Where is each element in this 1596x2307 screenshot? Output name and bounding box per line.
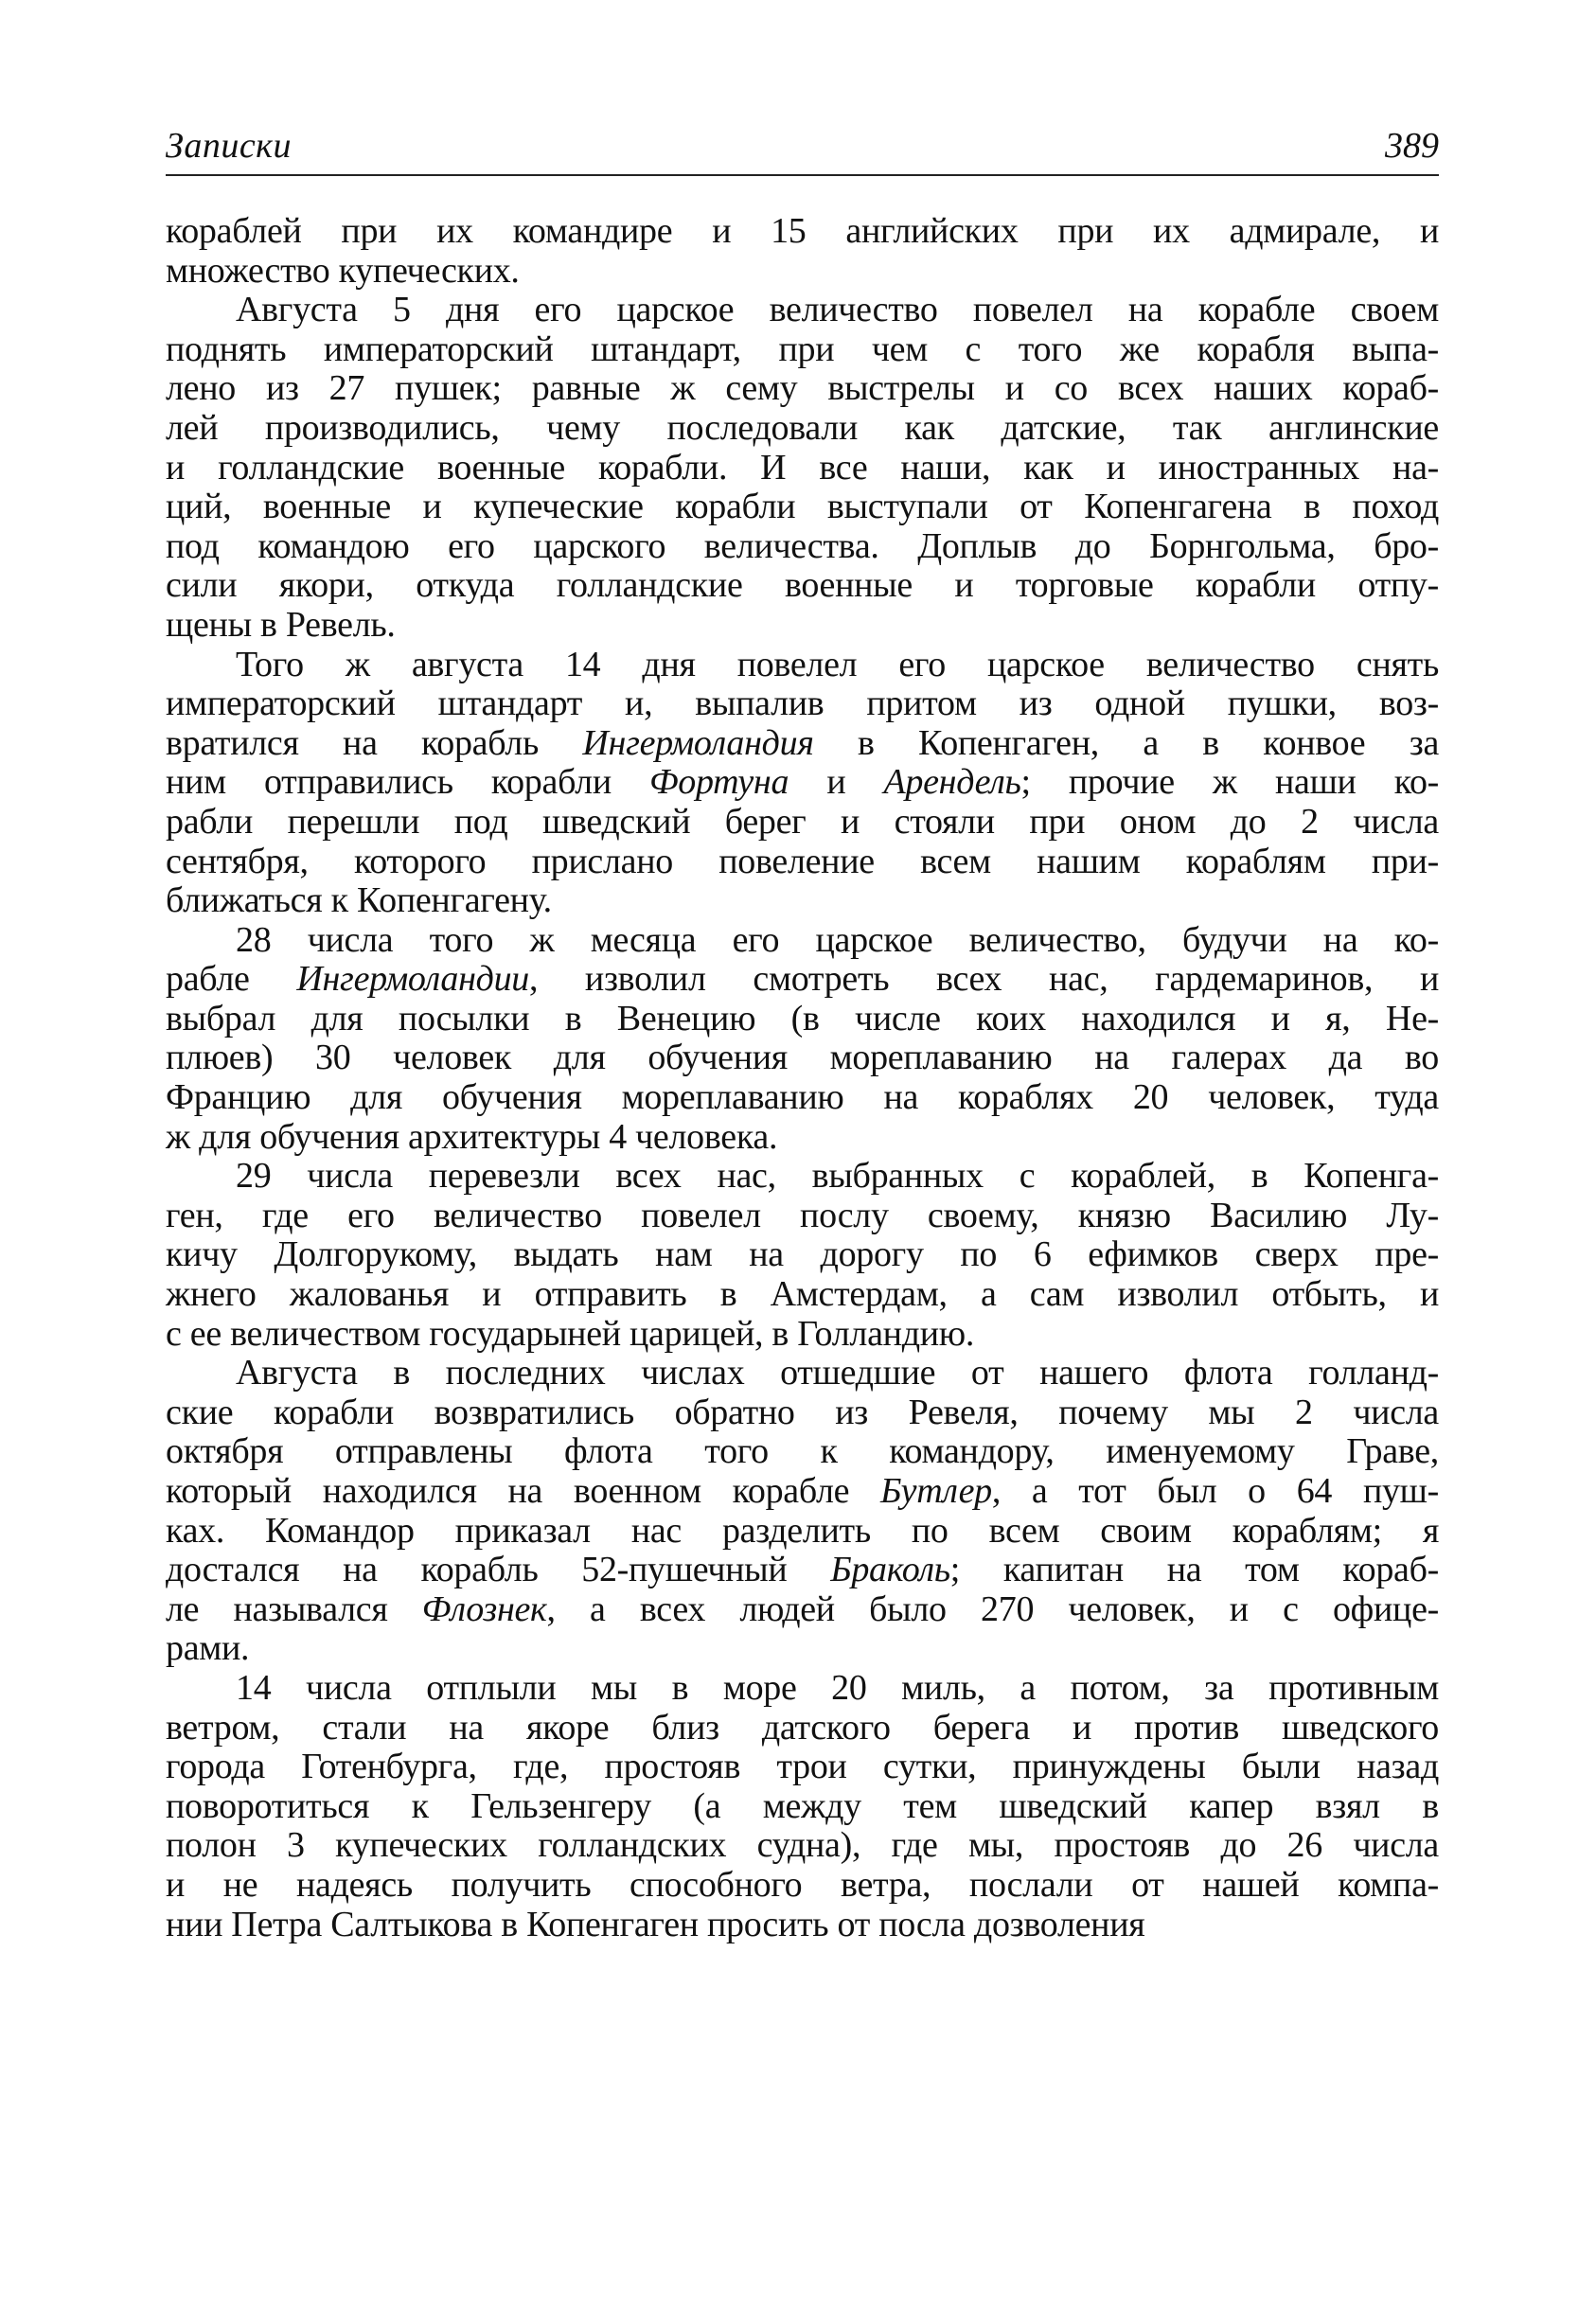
text-line bbox=[166, 1354, 1439, 1393]
text-run: 29 числа перевезли всех нас, выбранных с кораблей, в Копенга- bbox=[236, 1156, 1439, 1197]
text-line bbox=[166, 291, 1439, 330]
page-number: 389 bbox=[1385, 126, 1439, 166]
ship-name: Браколь bbox=[830, 1550, 950, 1590]
text-line bbox=[166, 449, 1439, 488]
paragraph bbox=[166, 646, 1439, 921]
text-line bbox=[166, 1512, 1439, 1552]
text-line bbox=[166, 1709, 1439, 1748]
text-run: ; капитан на том кораб- bbox=[949, 1550, 1439, 1590]
body-text bbox=[166, 212, 1439, 1944]
text-line bbox=[166, 1393, 1439, 1433]
text-run: щены в Ревель. bbox=[166, 604, 396, 645]
text-run: под командою его царского величества. Доплыв до Борнгольма, бро- bbox=[166, 525, 1439, 566]
text-run: полон 3 купеческих голландских судна), где мы, простояв до 26 числа bbox=[166, 1825, 1439, 1866]
text-run: ген, где его величество повелел послу своему, князю Василию Лу- bbox=[166, 1195, 1439, 1235]
text-run: рами. bbox=[166, 1628, 250, 1669]
ship-name: Ингермоландия bbox=[582, 722, 814, 763]
text-line bbox=[166, 1787, 1439, 1827]
text-line bbox=[166, 1235, 1439, 1275]
text-line bbox=[166, 960, 1439, 1000]
text-run: сентября, которого прислано повеление всем нашим кораблям при- bbox=[166, 841, 1439, 881]
text-run: рабле bbox=[166, 959, 297, 1000]
text-run: Августа в последних числах отшедшие от нашего флота голланд- bbox=[236, 1353, 1439, 1393]
text-line bbox=[166, 1826, 1439, 1866]
text-run: плюев) 30 человек для обучения мореплаванию на галерах да во bbox=[166, 1038, 1439, 1078]
text-run: нии Петра Салтыкова в Копенгаген просить от посла дозволения bbox=[166, 1904, 1145, 1944]
text-run: и не надеясь получить способного ветра, послали от нашей компа- bbox=[166, 1864, 1439, 1905]
text-line bbox=[166, 1629, 1439, 1669]
text-run: ветром, стали на якоре близ датского берега и против шведского bbox=[166, 1707, 1439, 1748]
text-run: ним отправились корабли bbox=[166, 762, 649, 803]
ship-name: Арендель bbox=[883, 762, 1021, 803]
text-run: Того ж августа 14 дня повелел его царское величество снять bbox=[236, 644, 1439, 684]
text-line bbox=[166, 843, 1439, 882]
text-line bbox=[166, 1197, 1439, 1236]
text-run: кичу Долгорукому, выдать нам на дорогу по 6 ефимков сверх пре- bbox=[166, 1234, 1439, 1275]
text-run: октября отправлены флота того к командору, именуемому Граве, bbox=[166, 1431, 1439, 1472]
ship-name: Флознек bbox=[421, 1588, 547, 1629]
text-line bbox=[166, 1432, 1439, 1472]
paragraph bbox=[166, 1669, 1439, 1944]
text-line bbox=[166, 1590, 1439, 1630]
text-run: лено из 27 пушек; равные ж сему выстрелы и со всех наших кораб- bbox=[166, 368, 1439, 409]
ship-name: Ингермоландии bbox=[296, 959, 529, 1000]
paragraph bbox=[166, 1354, 1439, 1669]
text-line bbox=[166, 803, 1439, 843]
ship-name: Фортуна bbox=[649, 762, 789, 803]
text-run: Августа 5 дня его царское величество повелел на корабле своем bbox=[236, 290, 1439, 330]
text-line bbox=[166, 921, 1439, 961]
text-run: сили якори, откуда голландские военные и торговые корабли отпу- bbox=[166, 565, 1439, 606]
text-run: ж для обучения архитектуры 4 человека. bbox=[166, 1116, 778, 1157]
text-run: 14 числа отплыли мы в море 20 миль, а потом, за противным bbox=[236, 1667, 1439, 1708]
text-line bbox=[166, 1748, 1439, 1787]
text-run: и голландские военные корабли. И все наши, как и иностранных на- bbox=[166, 447, 1439, 488]
text-line bbox=[166, 1315, 1439, 1355]
text-line bbox=[166, 1551, 1439, 1590]
running-title: Записки bbox=[166, 126, 292, 166]
text-run: города Готенбурга, где, простояв трои сутки, принуждены были назад bbox=[166, 1747, 1439, 1787]
text-run: поднять императорский штандарт, при чем с того же корабля выпа- bbox=[166, 328, 1439, 369]
ship-name: Бутлер bbox=[880, 1471, 992, 1511]
text-run: выбрал для посылки в Венецию (в числе коих находился и я, Не- bbox=[166, 998, 1439, 1038]
text-line bbox=[166, 1866, 1439, 1906]
text-line bbox=[166, 606, 1439, 646]
running-header bbox=[166, 121, 1439, 176]
text-run: 28 числа того ж месяца его царское величество, будучи на ко- bbox=[236, 919, 1439, 960]
text-run: в Копенгаген, а в конвое за bbox=[813, 722, 1440, 763]
text-line bbox=[166, 646, 1439, 685]
text-line bbox=[166, 1472, 1439, 1512]
text-line bbox=[166, 1906, 1439, 1945]
text-line bbox=[166, 369, 1439, 409]
text-run: ле назывался bbox=[166, 1588, 422, 1629]
text-run: с ее величеством государыней царицей, в Голландию. bbox=[166, 1313, 975, 1354]
text-run: ций, военные и купеческие корабли выступали от Копенгагена в поход bbox=[166, 487, 1439, 527]
text-line bbox=[166, 1000, 1439, 1039]
text-run: , изволил смотреть всех нас, гардемаринов, и bbox=[528, 959, 1439, 1000]
paragraph bbox=[166, 921, 1439, 1158]
text-run: императорский штандарт и, выпалив притом из одной пушки, воз- bbox=[166, 683, 1439, 724]
text-run: , а всех людей было 270 человек, и с офице- bbox=[546, 1588, 1439, 1629]
text-run: жнего жалованья и отправить в Амстердам, а сам изволил отбыть, и bbox=[166, 1274, 1439, 1315]
text-line bbox=[166, 409, 1439, 449]
text-line bbox=[166, 1157, 1439, 1197]
text-run: ; прочие ж наши ко- bbox=[1020, 762, 1440, 803]
text-run: достался на корабль 52-пушечный bbox=[166, 1550, 831, 1590]
text-line bbox=[166, 763, 1439, 803]
text-run: и bbox=[789, 762, 884, 803]
text-line bbox=[166, 566, 1439, 606]
paragraph bbox=[166, 291, 1439, 645]
text-line bbox=[166, 1038, 1439, 1078]
text-run: поворотиться к Гельзенгеру (а между тем шведский капер взял в bbox=[166, 1785, 1439, 1826]
paragraph bbox=[166, 212, 1439, 291]
text-line bbox=[166, 488, 1439, 527]
text-line bbox=[166, 527, 1439, 567]
text-run: , а тот был о 64 пуш- bbox=[991, 1471, 1439, 1511]
text-run: рабли перешли под шведский берег и стояли при оном до 2 числа bbox=[166, 801, 1439, 842]
text-line bbox=[166, 1669, 1439, 1709]
text-run: множество купеческих. bbox=[166, 250, 520, 291]
text-line bbox=[166, 1078, 1439, 1118]
text-line bbox=[166, 724, 1439, 764]
text-line bbox=[166, 212, 1439, 252]
text-line bbox=[166, 330, 1439, 370]
text-line bbox=[166, 684, 1439, 724]
text-run: ках. Командор приказал нас разделить по всем своим кораблям; я bbox=[166, 1510, 1439, 1551]
text-run: который находился на военном корабле bbox=[166, 1471, 881, 1511]
text-run: ближаться к Копенгагену. bbox=[166, 880, 552, 921]
text-line bbox=[166, 1118, 1439, 1158]
text-run: кораблей при их командире и 15 английских при их адмирале, и bbox=[166, 211, 1439, 251]
text-run: ские корабли возвратились обратно из Ревеля, почему мы 2 числа bbox=[166, 1392, 1439, 1432]
text-run: Францию для обучения мореплаванию на кораблях 20 человек, туда bbox=[166, 1077, 1439, 1118]
text-run: вратился на корабль bbox=[166, 722, 583, 763]
paragraph bbox=[166, 1157, 1439, 1354]
text-line bbox=[166, 881, 1439, 921]
text-run: лей производились, чему последовали как датские, так англинские bbox=[166, 407, 1439, 448]
text-line bbox=[166, 252, 1439, 292]
text-line bbox=[166, 1275, 1439, 1315]
